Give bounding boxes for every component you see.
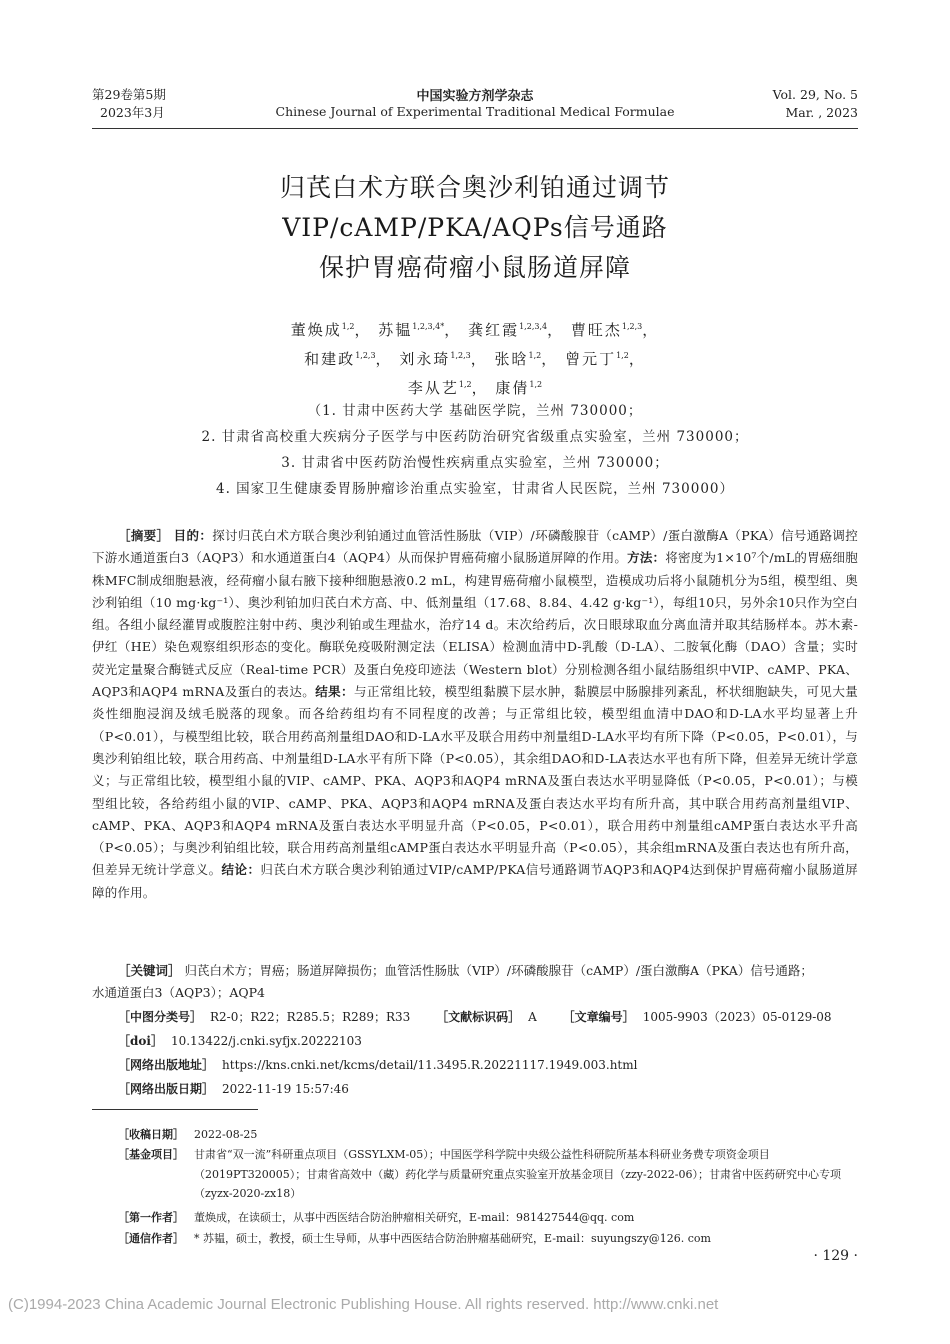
- footnote-rule: [92, 1109, 258, 1110]
- author: 刘永琦$^{1,2,3}$，: [399, 350, 488, 368]
- article-title-line-2: VIP/cAMP/PKA/AQPs信号通路: [282, 213, 668, 242]
- affiliation-4: 4. 国家卫生健康委胃肠肿瘤诊治重点实验室，甘肃省人民医院，兰州 730000）: [216, 481, 734, 497]
- objective-label: 目的：: [173, 528, 213, 543]
- footnote-received: ［收稿日期］ 2022-08-25: [118, 1128, 258, 1141]
- author: 董焕成$^{1,2}$，: [290, 321, 372, 339]
- keywords-label: ［关键词］: [118, 963, 181, 978]
- conclusion-label: 结论：: [221, 862, 261, 878]
- articleno-value: 1005-9903（2023）05-0129-08: [642, 1010, 832, 1024]
- pubdate-value: 2022-11-19 15:57:46: [222, 1082, 349, 1096]
- header-date-en: Mar. , 2023: [785, 105, 858, 120]
- result-label: 结果：: [315, 684, 354, 700]
- meta-doi-row: [118, 1030, 362, 1052]
- meta-url-row: [118, 1054, 637, 1076]
- author: 曹旺杰$^{1,2,3}$，: [570, 321, 660, 339]
- author: 康倩$^{1,2}$: [495, 379, 543, 397]
- doccode-label: ［文献标识码］: [436, 1010, 521, 1024]
- copyright-watermark: (C)1994-2023 China Academic Journal Electronic Publishing House. All rights reserved. http://www.cnki.net: [8, 1296, 719, 1313]
- method-label: 方法：: [627, 550, 666, 566]
- keywords: [92, 960, 858, 1005]
- author: 龚红霞$^{1,2,3,4}$，: [468, 321, 565, 339]
- doccode-value: A: [528, 1010, 537, 1024]
- doi-value[interactable]: 10.13422/j.cnki.syfjx.20222103: [170, 1034, 362, 1048]
- article-title-line-3: 保护胃癌荷瘤小鼠肠道屏障: [318, 253, 631, 282]
- url-link[interactable]: https://kns.cnki.net/kcms/detail/11.3495.R.20221117.1949.003.html: [222, 1058, 638, 1072]
- author: 曾元丁$^{1,2}$，: [565, 350, 646, 368]
- clc-value: R2-0；R22；R285.5；R289；R33: [210, 1010, 411, 1024]
- author: 苏韫$^{1,2,3,4*}$，: [378, 321, 462, 339]
- header-rule: [92, 128, 858, 129]
- affiliation-3: 3. 甘肃省中医药防治慢性疾病重点实验室，兰州 730000；: [281, 455, 669, 471]
- meta-classification-row: [118, 1006, 832, 1028]
- articleno-label: ［文章编号］: [562, 1010, 635, 1024]
- clc-label: ［中图分类号］: [118, 1010, 203, 1024]
- affiliation-2: 2. 甘肃省高校重大疾病分子医学与中医药防治研究省级重点实验室，兰州 730000；: [201, 429, 749, 445]
- author: 张晗$^{1,2}$，: [494, 350, 559, 368]
- author: 李从艺$^{1,2}$，: [407, 379, 489, 397]
- method-text: 将密度为1×10⁷个/mL的胃癌细胞株MFC制成细胞悬液，经荷瘤小鼠右腋下接种细胞悬液0.2 mL，构建胃癌荷瘤小鼠模型，造模成功后将小鼠随机分为5组，模型组、奥沙利铂组（10 mg·kg⁻¹）、奥沙利铂加归芪白术方高、中、低剂量组（17.68、8.84、4.42 g·kg⁻¹），每组10只，另外余10只作为空白组。各组小鼠经灌胃或腹腔注射中药、奥沙利铂或生理盐水，治疗14 d。末次给药后，次日眼球取血分离血清并取其结肠样本。苏木素-伊红（HE）染色观察组织形态的变化。酶联免疫吸附测定法（ELISA）检测血清中D-乳酸（D-LA）、二胺氧化酶（DAO）含量；实时荧光定量聚合酶链式反应（Real-time PCR）及蛋白免疫印迹法（Western blot）分别检测各组小鼠结肠组织中VIP、cAMP、PKA、AQP3和AQP4 mRNA及蛋白的表达。: [92, 550, 858, 700]
- header-journal-en: Chinese Journal of Experimental Traditional Medical Formulae: [275, 104, 675, 119]
- keywords-line-2: 水通道蛋白3（AQP3）；AQP4: [92, 985, 265, 1001]
- footnote-fund: ［基金项目］ 甘肃省“双一流”科研重点项目（GSSYLXM-05）；中国医学科学院中央级公益性科研院所基本科研业务费专项资金项目（2019PT320005）；甘肃省高效中（藏）药化学与质量研究重点实验室开放基金项目（zzy-2022-06）；甘肃省中医药研究中心专项（zyzx-2020-zx18）: [118, 1148, 841, 1200]
- footnote-first-author: ［第一作者］ 董焕成，在读硕士，从事中西医结合防治肿瘤相关研究，E-mail：981427544@qq. com: [118, 1211, 635, 1224]
- header-date-cn: 2023年3月: [100, 105, 165, 120]
- pubdate-label: ［网络出版日期］: [118, 1082, 215, 1096]
- doi-label: ［doi］: [118, 1034, 163, 1048]
- abstract: [92, 525, 858, 904]
- header-vol-issue-en: Vol. 29, No. 5: [772, 87, 858, 102]
- affiliation-1: （1. 甘肃中医药大学 基础医学院，兰州 730000；: [307, 403, 643, 419]
- article-title-line-1: 归芪白术方联合奥沙利铂通过调节: [279, 173, 670, 202]
- footnote-corresponding: ［通信作者］ * 苏韫，硕士，教授，硕士生导师，从事中西医结合防治肿瘤基础研究，E-mail：suyungszy@126. com: [118, 1232, 711, 1245]
- keywords-line-1: 归芪白术方；胃癌；肠道屏障损伤；血管活性肠肽（VIP）/环磷酸腺苷（cAMP）/蛋白激酶A（PKA）信号通路；: [184, 963, 813, 978]
- header-vol-issue-cn: 第29卷第5期: [92, 87, 166, 102]
- page-number: · 129 ·: [813, 1248, 858, 1264]
- abstract-label: ［摘要］: [118, 528, 170, 543]
- url-label: ［网络出版地址］: [118, 1058, 215, 1072]
- objective-text: 探讨归芪白术方联合奥沙利铂通过血管活性肠肽（VIP）/环磷酸腺苷（cAMP）/蛋白激酶A（PKA）信号通路调控下游水通道蛋白3（AQP3）和水通道蛋白4（AQP4）从而保护胃癌荷瘤小鼠肠道屏障的作用。: [92, 528, 858, 566]
- meta-pubdate-row: [118, 1078, 349, 1100]
- conclusion-text: 归芪白术方联合奥沙利铂通过VIP/cAMP/PKA信号通路调节AQP3和AQP4达到保护胃癌荷瘤小鼠肠道屏障的作用。: [92, 862, 858, 900]
- header-volume-en: [773, 86, 858, 122]
- result-text: 与正常组比较，模型组黏膜下层水肿，黏膜层中肠腺排列紊乱，杯状细胞缺失，可见大量炎性细胞浸润及绒毛脱落的现象。而各给药组均有不同程度的改善；与正常组比较，模型组血清中DAO和D-LA水平均显著上升（P<0.01），与模型组比较，联合用药高剂量组DAO和D-LA水平及联合用药中剂量组D-LA水平均有所下降（P<0.05，P<0.01），与奥沙利铂组比较，联合用药高、中剂量组D-LA水平有所下降（P<0.05），其余组DAO和D-LA表达水平也有所下降，但差异无统计学意义；与正常组比较，模型组小鼠的VIP、cAMP、PKA、AQP3和AQP4 mRNA及蛋白表达水平明显降低（P<0.05，P<0.01）；与模型组比较，各给药组小鼠的VIP、cAMP、PKA、AQP3和AQP4 mRNA及蛋白表达水平均有所升高，其中联合用药高剂量组VIP、cAMP、PKA、AQP3和AQP4 mRNA及蛋白表达水平明显升高（P<0.05，P<0.01），联合用药中剂量组cAMP蛋白表达水平升高（P<0.05）；与奥沙利铂组比较，联合用药高剂量组cAMP蛋白表达水平明显升高（P<0.05），其余组mRNA及蛋白表达也有所升高，但差异无统计学意义。: [92, 684, 858, 878]
- author: 和建政$^{1,2,3}$，: [304, 350, 393, 368]
- header-journal-cn: 中国实验方剂学杂志: [416, 89, 534, 104]
